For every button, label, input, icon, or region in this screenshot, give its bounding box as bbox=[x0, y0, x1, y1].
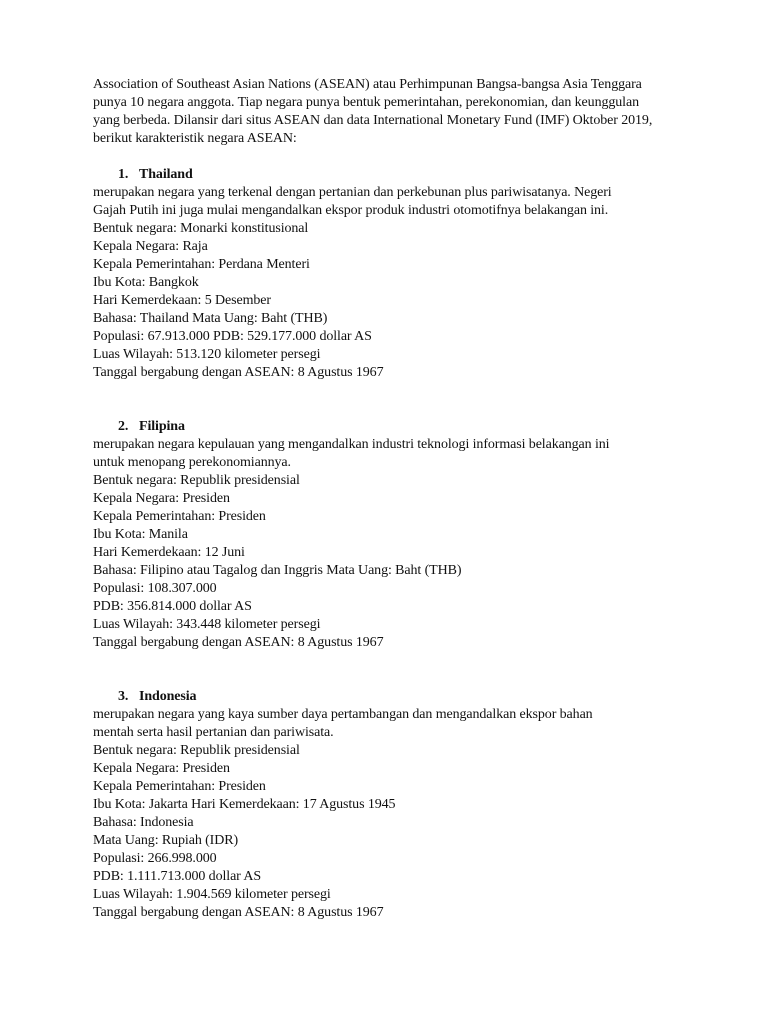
section-indonesia bbox=[93, 688, 713, 922]
asean-join-date: Tanggal bergabung dengan ASEAN: 8 Agustus 1967 bbox=[93, 905, 384, 920]
head-of-state: Kepala Negara: Presiden bbox=[93, 491, 230, 506]
language-currency: Bahasa: Filipino atau Tagalog dan Inggris Mata Uang: Baht (THB) bbox=[93, 563, 462, 578]
description-line: merupakan negara yang terkenal dengan pertanian dan perkebunan plus pariwisatanya. Negeri bbox=[93, 185, 612, 200]
area: Luas Wilayah: 1.904.569 kilometer persegi bbox=[93, 887, 331, 902]
description-line: Gajah Putih ini juga mulai mengandalkan ekspor produk industri otomotifnya belakangan ini. bbox=[93, 203, 609, 218]
asean-join-date: Tanggal bergabung dengan ASEAN: 8 Agustus 1967 bbox=[93, 365, 384, 380]
intro-line: yang berbeda. Dilansir dari situs ASEAN dan data International Monetary Fund (IMF) Oktober 2019, bbox=[93, 113, 653, 128]
population: Populasi: 266.998.000 bbox=[93, 851, 217, 866]
area: Luas Wilayah: 343.448 kilometer persegi bbox=[93, 617, 321, 632]
population-gdp: Populasi: 67.913.000 PDB: 529.177.000 dollar AS bbox=[93, 329, 372, 344]
description-line: untuk menopang perekonomiannya. bbox=[93, 455, 291, 470]
form-of-state: Bentuk negara: Monarki konstitusional bbox=[93, 221, 309, 236]
section-heading bbox=[93, 166, 713, 184]
head-of-government: Kepala Pemerintahan: Perdana Menteri bbox=[93, 257, 310, 272]
head-of-government: Kepala Pemerintahan: Presiden bbox=[93, 509, 266, 524]
country-name: Thailand bbox=[139, 167, 193, 182]
gdp: PDB: 356.814.000 dollar AS bbox=[93, 599, 252, 614]
section-heading bbox=[93, 688, 713, 706]
country-name: Filipina bbox=[139, 419, 185, 434]
section-filipina bbox=[93, 418, 713, 652]
currency: Mata Uang: Rupiah (IDR) bbox=[93, 833, 239, 848]
document-page bbox=[93, 76, 713, 922]
section-heading bbox=[93, 418, 713, 436]
section-thailand bbox=[93, 166, 713, 382]
head-of-state: Kepala Negara: Raja bbox=[93, 239, 208, 254]
intro-line: punya 10 negara anggota. Tiap negara punya bentuk pemerintahan, perekonomian, dan keunggulan bbox=[93, 95, 639, 110]
description-line: merupakan negara kepulauan yang mengandalkan industri teknologi informasi belakangan ini bbox=[93, 437, 610, 452]
list-number: 1. bbox=[118, 167, 129, 182]
area: Luas Wilayah: 513.120 kilometer persegi bbox=[93, 347, 321, 362]
description-line: mentah serta hasil pertanian dan pariwisata. bbox=[93, 725, 334, 740]
capital-city: Ibu Kota: Bangkok bbox=[93, 275, 199, 290]
intro-line: Association of Southeast Asian Nations (ASEAN) atau Perhimpunan Bangsa-bangsa Asia Tenggara bbox=[93, 77, 642, 92]
asean-join-date: Tanggal bergabung dengan ASEAN: 8 Agustus 1967 bbox=[93, 635, 384, 650]
independence-day: Hari Kemerdekaan: 5 Desember bbox=[93, 293, 271, 308]
intro-paragraph bbox=[93, 76, 713, 148]
list-number: 2. bbox=[118, 419, 129, 434]
population: Populasi: 108.307.000 bbox=[93, 581, 217, 596]
language: Bahasa: Indonesia bbox=[93, 815, 194, 830]
country-name: Indonesia bbox=[139, 689, 197, 704]
form-of-state: Bentuk negara: Republik presidensial bbox=[93, 473, 300, 488]
independence-day: Hari Kemerdekaan: 12 Juni bbox=[93, 545, 245, 560]
form-of-state: Bentuk negara: Republik presidensial bbox=[93, 743, 300, 758]
language-currency: Bahasa: Thailand Mata Uang: Baht (THB) bbox=[93, 311, 328, 326]
capital-independence: Ibu Kota: Jakarta Hari Kemerdekaan: 17 Agustus 1945 bbox=[93, 797, 396, 812]
head-of-state: Kepala Negara: Presiden bbox=[93, 761, 230, 776]
list-number: 3. bbox=[118, 689, 129, 704]
description-line: merupakan negara yang kaya sumber daya pertambangan dan mengandalkan ekspor bahan bbox=[93, 707, 593, 722]
gdp: PDB: 1.111.713.000 dollar AS bbox=[93, 869, 262, 884]
head-of-government: Kepala Pemerintahan: Presiden bbox=[93, 779, 266, 794]
intro-line: berikut karakteristik negara ASEAN: bbox=[93, 131, 297, 146]
capital-city: Ibu Kota: Manila bbox=[93, 527, 188, 542]
